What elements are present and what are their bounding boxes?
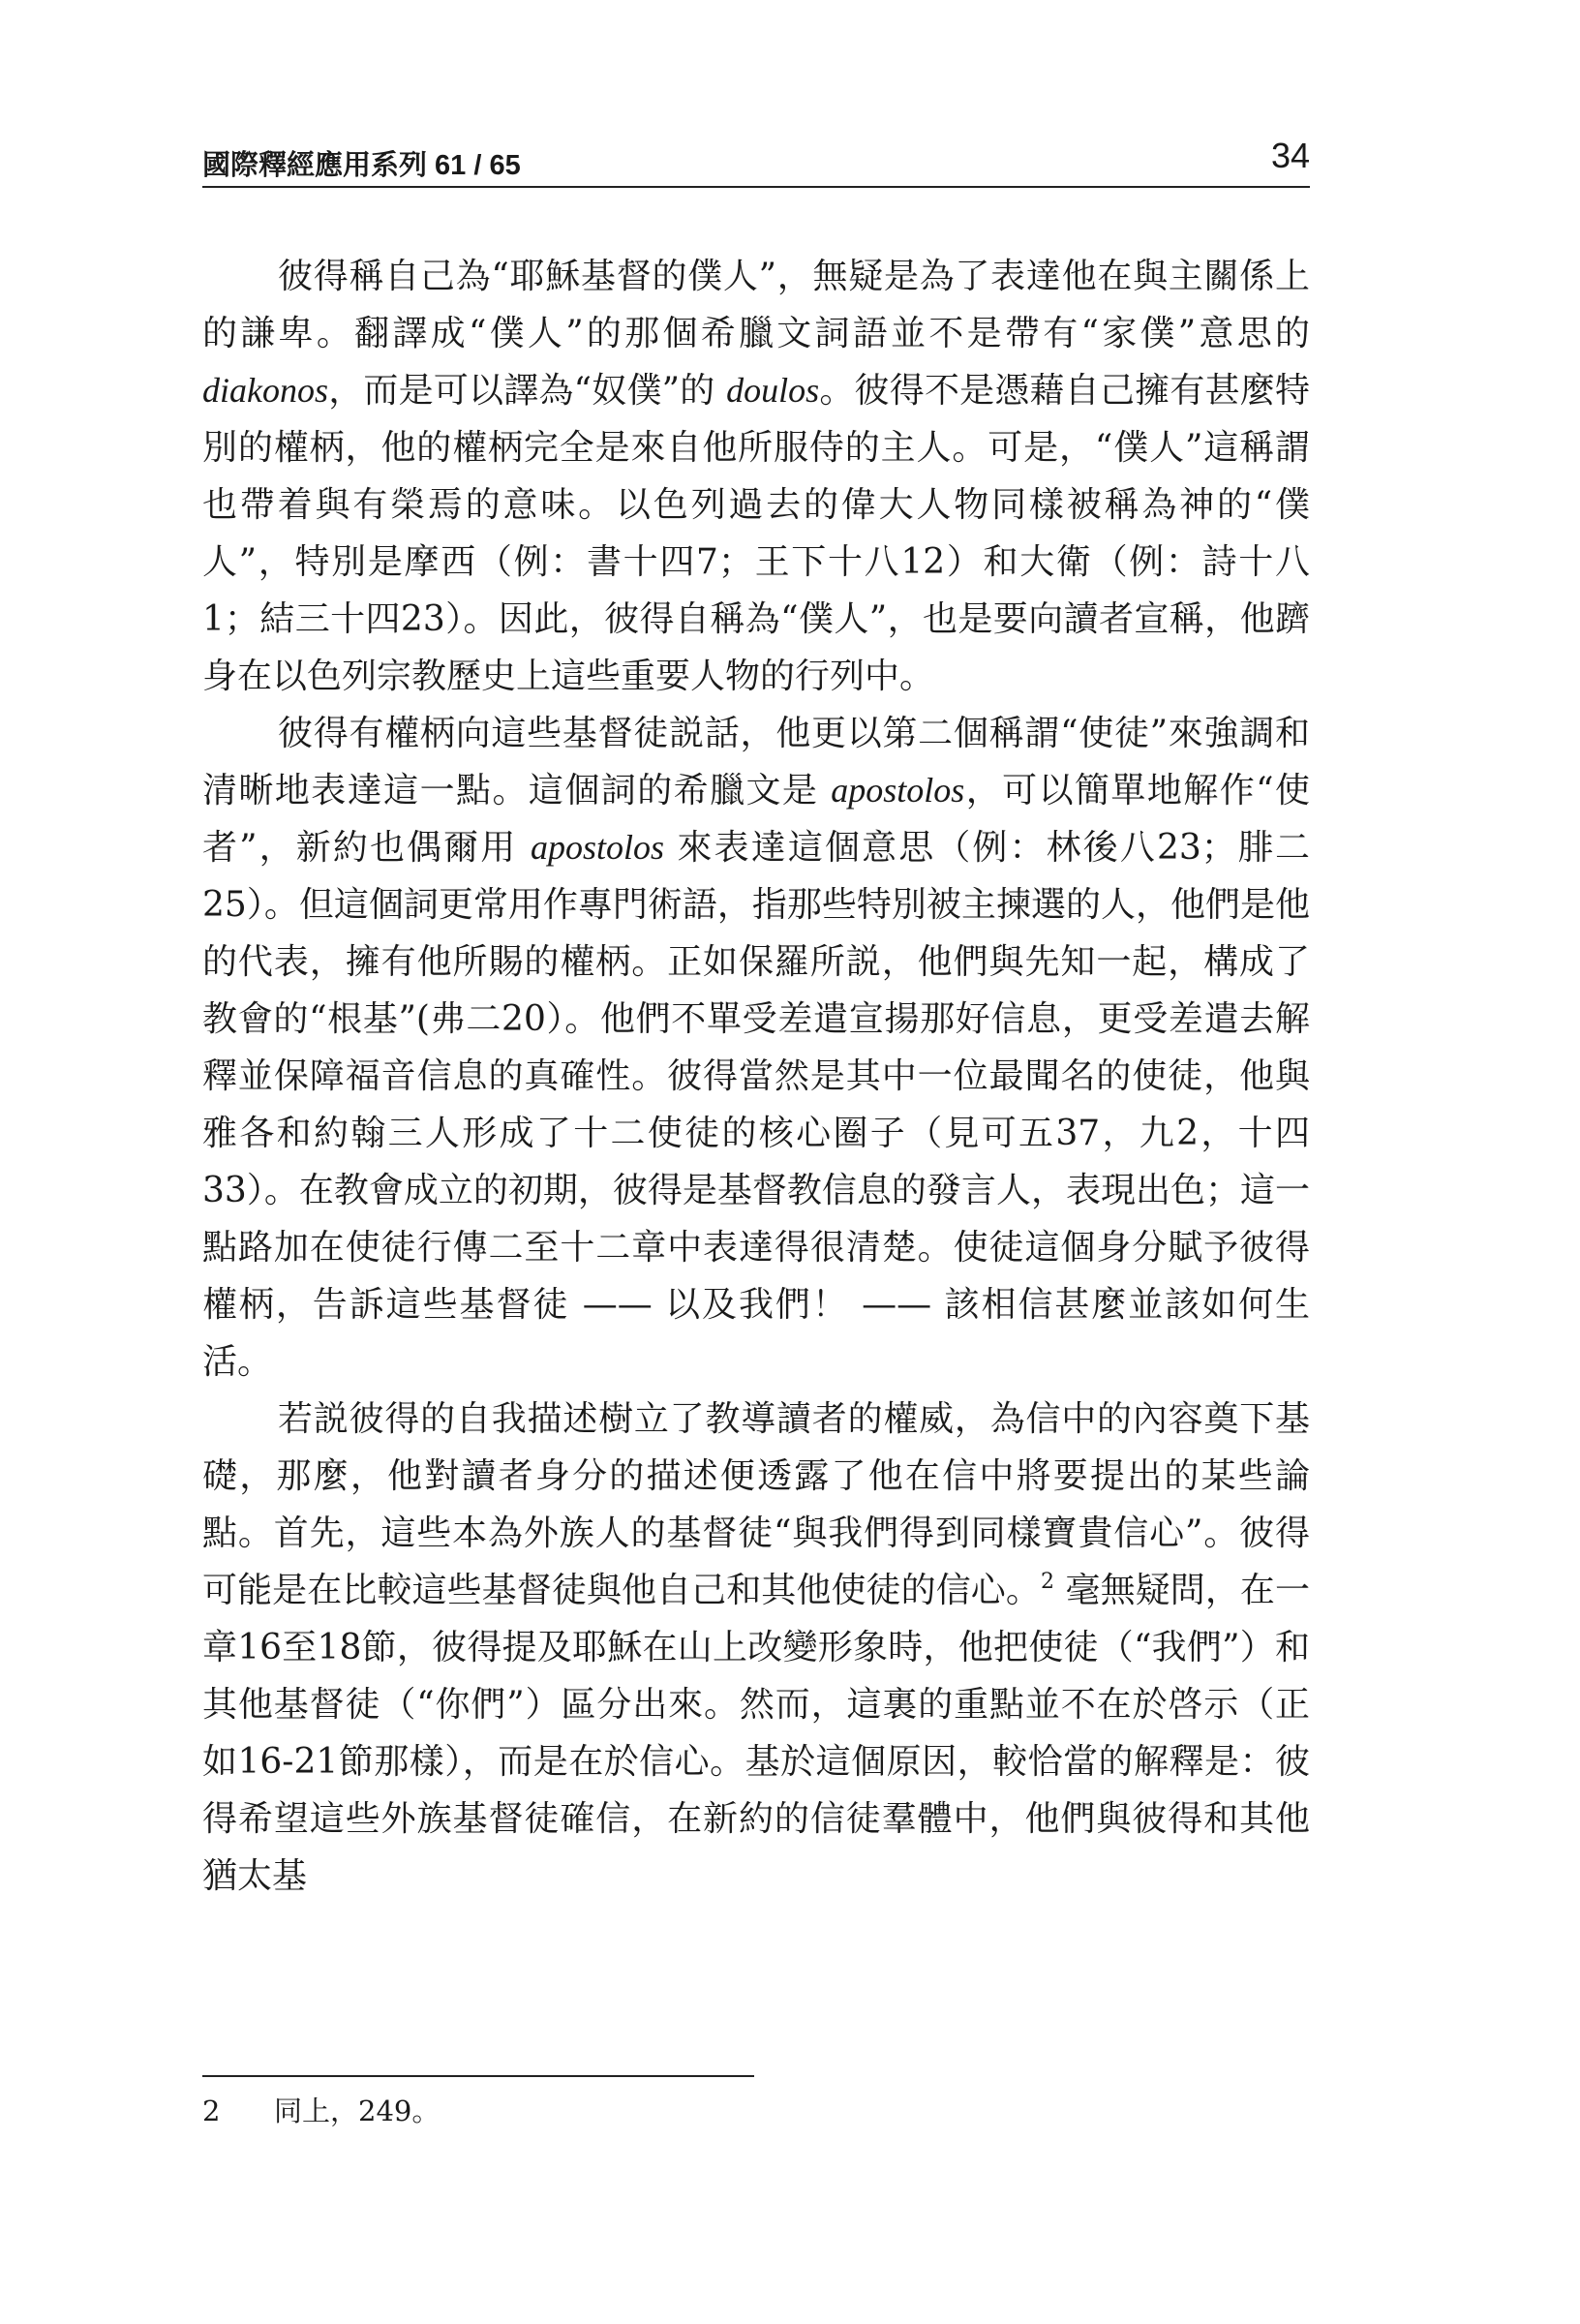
paragraph-3-text-a: 若説彼得的自我描述樹立了教導讀者的權威，為信中的內容奠下基礎，那麼，他對讀者身分的描述便透露了他在信中將要提出的某些論點。首先，這些本為外族人的基督徒“與我們得到同樣寶貴信心”。彼得可能是在比較這些基督徒與他自己和其他使徒的信心。 [202,1399,1310,1610]
footnote-divider [202,2075,754,2077]
paragraph-3-text-b: 毫無疑問，在一章16至18節，彼得提及耶穌在山上改變形象時，他把使徒（“我們”）和其他基督徒（“你們”）區分出來。然而，這裏的重點並不在於啓示（正如16-21節那樣），而是在於信心。基於這個原因，較恰當的解釋是：彼得希望這些外族基督徒確信，在新約的信徒羣體中，他們與彼得和其他猶太基 [202,1571,1310,1896]
paragraph-1-text-b: ，而是可以譯為“奴僕”的 [328,371,727,411]
paragraph-1 [202,248,1310,705]
footnote-text: 同上，249。 [274,2095,441,2127]
paragraph-1-text-a: 彼得稱自己為“耶穌基督的僕人”，無疑是為了表達他在與主關係上的謙卑。翻譯成“僕人”的那個希臘文詞語並不是帶有“家僕”意思的 [202,257,1310,353]
paragraph-2-text-b: ，可以簡單地解作“使者”，新約也偶爾用 [202,771,1310,868]
greek-term-apostolos: apostolos [831,771,965,810]
series-title: 國際釋經應用系列 61 / 65 [202,150,521,181]
footnote-number: 2 [202,2095,221,2127]
footnote [202,2092,1310,2130]
footnote-reference[interactable]: 2 [1040,1570,1054,1594]
paragraph-2-text-c: 來表達這個意思（例：林後八23；腓二25）。但這個詞更常用作專門術語，指那些特別被主揀選的人，他們是他的代表，擁有他所賜的權柄。正如保羅所説，他們與先知一起，構成了教會的“根基”(弗二20）。他們不單受差遣宣揚那好信息，更受差遣去解釋並保障福音信息的真確性。彼得當然是其中一位最聞名的使徒，他與雅各和約翰三人形成了十二使徒的核心圈子（見可五37，九2，十四33）。在教會成立的初期，彼得是基督教信息的發言人，表現出色；這一點路加在使徒行傳二至十二章中表達得很清楚。使徒這個身分賦予彼得權柄，告訴這些基督徒 —— 以及我們！ —— 該相信甚麼並該如何生活。 [202,828,1310,1382]
paragraph-1-text-c: 。彼得不是憑藉自己擁有甚麼特別的權柄，他的權柄完全是來自他所服侍的主人。可是，“僕人”這稱謂也帶着與有榮焉的意味。以色列過去的偉大人物同樣被稱為神的“僕人”，特別是摩西（例：書十四7；王下十八12）和大衛（例：詩十八1；結三十四23）。因此，彼得自稱為“僕人”，也是要向讀者宣稱，他躋身在以色列宗教歷史上這些重要人物的行列中。 [202,371,1310,696]
greek-term-doulos: doulos [726,371,820,410]
greek-term-diakonos: diakonos [202,371,328,410]
running-header [202,136,1310,188]
paragraph-3 [202,1391,1310,1905]
paragraph-2-text-a: 彼得有權柄向這些基督徒説話，他更以第二個稱謂“使徒”來強調和清晰地表達這一點。這個詞的希臘文是 [202,714,1310,810]
greek-term-apostolos-2: apostolos [530,828,664,867]
paragraph-2 [202,705,1310,1391]
page-number: 34 [1270,136,1310,175]
body-text [202,248,1310,1905]
